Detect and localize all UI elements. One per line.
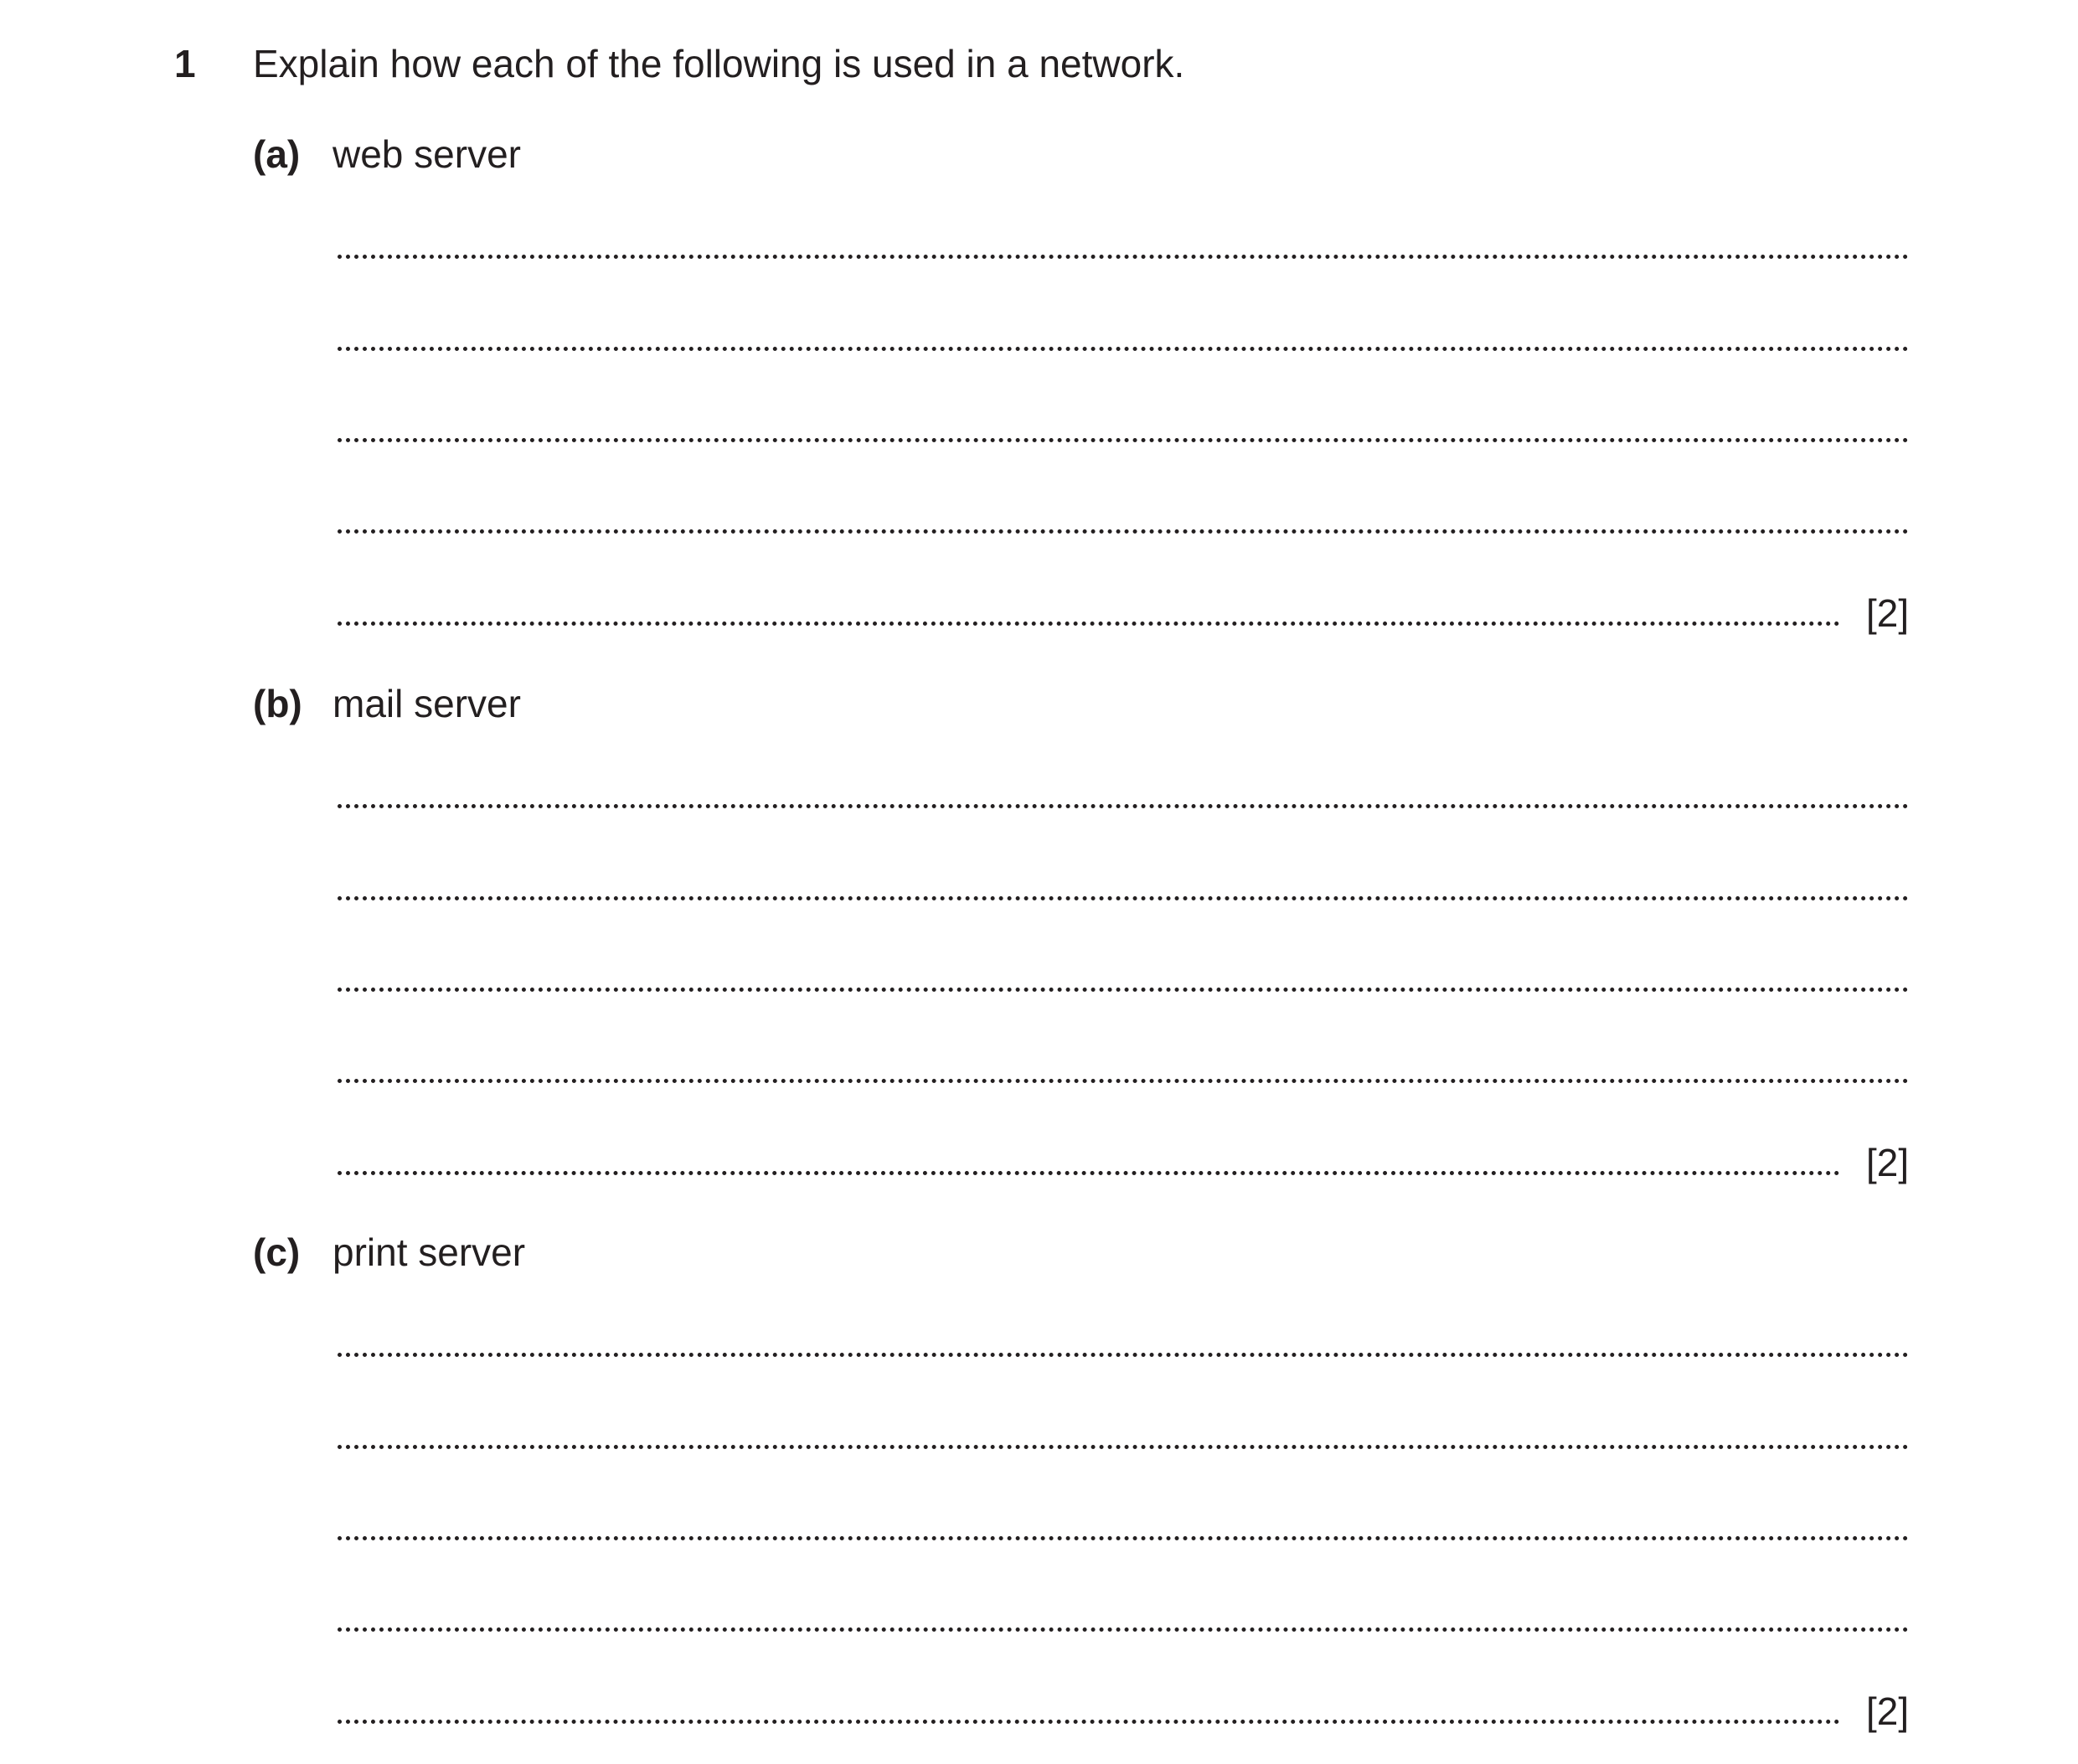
part-a-title: web server <box>333 132 521 176</box>
answer-line-b-3[interactable] <box>338 988 1909 992</box>
question-stem: Explain how each of the following is used in a network. <box>253 42 1185 85</box>
answer-line-c-2[interactable] <box>338 1445 1909 1449</box>
answer-line-b-5[interactable] <box>338 1171 1840 1175</box>
question-number: 1 <box>174 42 196 85</box>
answer-line-c-3[interactable] <box>338 1536 1909 1540</box>
part-b-title: mail server <box>333 682 521 725</box>
part-a-label: (a) <box>253 132 301 176</box>
answer-line-b-2[interactable] <box>338 896 1909 900</box>
answer-line-a-4[interactable] <box>338 529 1909 534</box>
question-part-a <box>253 129 1928 665</box>
answer-line-a-2[interactable] <box>338 347 1909 351</box>
part-c-label: (c) <box>253 1230 301 1274</box>
question-part-b <box>253 678 1928 1215</box>
part-c-marks: [2] <box>1866 1689 1910 1733</box>
answer-line-b-1[interactable] <box>338 804 1909 808</box>
answer-line-a-5[interactable] <box>338 622 1840 626</box>
answer-line-a-3[interactable] <box>338 438 1909 442</box>
answer-line-c-1[interactable] <box>338 1353 1909 1357</box>
answer-line-c-5[interactable] <box>338 1720 1840 1724</box>
part-b-marks: [2] <box>1866 1141 1910 1184</box>
part-b-label: (b) <box>253 682 302 725</box>
answer-line-c-4[interactable] <box>338 1627 1909 1632</box>
answer-line-a-1[interactable] <box>338 255 1909 259</box>
part-c-title: print server <box>333 1230 526 1274</box>
part-a-marks: [2] <box>1866 591 1910 635</box>
answer-line-b-4[interactable] <box>338 1079 1909 1083</box>
question-part-c <box>253 1227 1928 1763</box>
